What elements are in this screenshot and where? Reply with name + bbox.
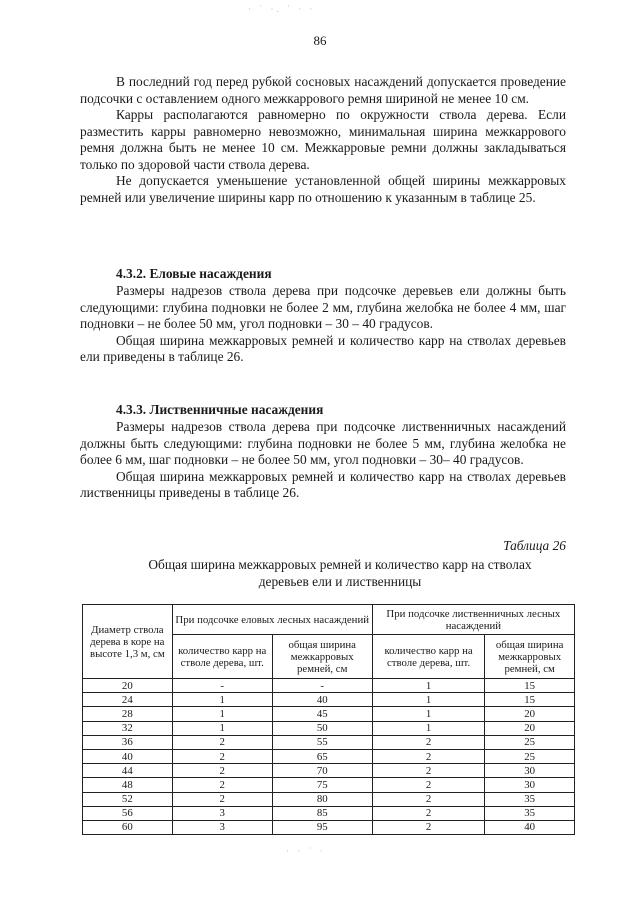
- cell-diameter: 24: [83, 693, 173, 707]
- cell-larch-count: 2: [372, 778, 485, 792]
- table-row: [83, 792, 575, 806]
- cell-diameter: 32: [83, 721, 173, 735]
- cell-spruce-count: 3: [172, 820, 272, 834]
- cell-diameter: 48: [83, 778, 173, 792]
- header-diameter: Диаметр ствола дерева в коре на высоте 1,3 м, см: [83, 605, 173, 679]
- header-group-larch: При подсочке лиственничных лесных насаждений: [372, 605, 574, 635]
- cell-spruce-width: 85: [272, 806, 372, 820]
- cell-spruce-width: 55: [272, 735, 372, 749]
- paragraph: Размеры надрезов ствола дерева при подсочке лиственничных насаждений должны быть следующими: глубина подновки не более 5 мм, глубина желобка не более 6 мм, шаг подновки – не более 50 мм, угол подновки – 30– 40 градусов.: [80, 419, 566, 467]
- cell-larch-count: 2: [372, 820, 485, 834]
- cell-larch-width: 15: [485, 679, 575, 693]
- table-row: [83, 764, 575, 778]
- cell-spruce-width: 70: [272, 764, 372, 778]
- scan-noise-bottom: · · ˙ ·: [286, 846, 326, 856]
- header-spruce-count: количество карр на стволе дерева, шт.: [172, 635, 272, 679]
- spruce-text: [80, 283, 566, 366]
- cell-spruce-width: -: [272, 679, 372, 693]
- cell-diameter: 56: [83, 806, 173, 820]
- cell-larch-width: 25: [485, 749, 575, 763]
- cell-diameter: 44: [83, 764, 173, 778]
- cell-larch-count: 1: [372, 707, 485, 721]
- cell-spruce-width: 95: [272, 820, 372, 834]
- cell-larch-count: 1: [372, 693, 485, 707]
- table-row: [83, 693, 575, 707]
- table-caption-line: Общая ширина межкарровых ремней и количество карр на стволах: [148, 557, 532, 572]
- cell-diameter: 40: [83, 749, 173, 763]
- table-row: [83, 778, 575, 792]
- paragraph: В последний год перед рубкой сосновых насаждений допускается проведение подсочки с оставлением одного межкаррового ремня шириной не менее 10 см.: [80, 74, 566, 106]
- cell-spruce-width: 75: [272, 778, 372, 792]
- cell-diameter: 52: [83, 792, 173, 806]
- paragraph: Общая ширина межкарровых ремней и количество карр на стволах деревьев ели приведены в таблице 26.: [80, 332, 566, 364]
- cell-spruce-width: 80: [272, 792, 372, 806]
- cell-spruce-count: 2: [172, 764, 272, 778]
- section-heading-spruce: 4.3.2. Еловые насаждения: [116, 266, 272, 281]
- cell-larch-width: 35: [485, 792, 575, 806]
- cell-spruce-count: 2: [172, 778, 272, 792]
- table-row: [83, 735, 575, 749]
- larch-text: [80, 419, 566, 502]
- table-row: [83, 806, 575, 820]
- cell-larch-width: 15: [485, 693, 575, 707]
- section-heading-larch: 4.3.3. Лиственничные насаждения: [116, 402, 324, 417]
- cell-spruce-count: 2: [172, 735, 272, 749]
- cell-larch-width: 30: [485, 764, 575, 778]
- cell-spruce-count: 3: [172, 806, 272, 820]
- table-caption-line: деревьев ели и лиственницы: [258, 574, 422, 589]
- data-table: [82, 604, 575, 835]
- cell-larch-width: 20: [485, 707, 575, 721]
- cell-diameter: 20: [83, 679, 173, 693]
- cell-larch-count: 2: [372, 792, 485, 806]
- table-caption: [100, 556, 580, 590]
- table-row: [83, 679, 575, 693]
- cell-larch-count: 2: [372, 806, 485, 820]
- page-number: 86: [313, 33, 327, 48]
- scan-noise-top: · ˙ ·. ˙ · ·: [248, 4, 316, 14]
- table-label: Таблица 26: [503, 538, 566, 553]
- table-row: [83, 721, 575, 735]
- cell-larch-width: 35: [485, 806, 575, 820]
- cell-diameter: 60: [83, 820, 173, 834]
- header-larch-width: общая ширина межкарровых ремней, см: [485, 635, 575, 679]
- cell-spruce-count: 2: [172, 749, 272, 763]
- cell-spruce-count: 1: [172, 707, 272, 721]
- cell-larch-count: 1: [372, 679, 485, 693]
- cell-spruce-width: 50: [272, 721, 372, 735]
- paragraph: Размеры надрезов ствола дерева при подсочке деревьев ели должны быть следующими: глубина подновки не более 2 мм, глубина желобка не более 4 мм, шаг подновки – не более 50 мм, угол подновки – 30 – 40 градусов.: [80, 283, 566, 331]
- header-spruce-width: общая ширина межкарровых ремней, см: [272, 635, 372, 679]
- cell-diameter: 28: [83, 707, 173, 721]
- table-row: [83, 820, 575, 834]
- cell-larch-width: 30: [485, 778, 575, 792]
- cell-larch-width: 20: [485, 721, 575, 735]
- cell-larch-count: 2: [372, 735, 485, 749]
- cell-spruce-count: 2: [172, 792, 272, 806]
- header-larch-count: количество карр на стволе дерева, шт.: [372, 635, 485, 679]
- paragraph: Карры располагаются равномерно по окружности ствола дерева. Если разместить карры равномерно невозможно, минимальная ширина межкаррового ремня должна быть не менее 10 см. Межкарровые ремни должны закладываться только по здоровой части ствола дерева.: [80, 107, 566, 172]
- cell-spruce-count: 1: [172, 721, 272, 735]
- header-group-spruce: При подсочке еловых лесных насаждений: [172, 605, 372, 635]
- paragraph: Не допускается уменьшение установленной общей ширины межкарровых ремней или увеличение ширины карр по отношению к указанным в таблице 25.: [80, 173, 566, 205]
- cell-diameter: 36: [83, 735, 173, 749]
- cell-larch-width: 40: [485, 820, 575, 834]
- cell-spruce-width: 65: [272, 749, 372, 763]
- intro-text: [80, 74, 566, 206]
- table-row: [83, 707, 575, 721]
- paragraph: Общая ширина межкарровых ремней и количество карр на стволах деревьев лиственницы приведены в таблице 26.: [80, 468, 566, 500]
- cell-spruce-count: 1: [172, 693, 272, 707]
- cell-larch-count: 2: [372, 749, 485, 763]
- cell-spruce-count: -: [172, 679, 272, 693]
- cell-spruce-width: 45: [272, 707, 372, 721]
- cell-spruce-width: 40: [272, 693, 372, 707]
- cell-larch-count: 1: [372, 721, 485, 735]
- table-row: [83, 749, 575, 763]
- cell-larch-count: 2: [372, 764, 485, 778]
- cell-larch-width: 25: [485, 735, 575, 749]
